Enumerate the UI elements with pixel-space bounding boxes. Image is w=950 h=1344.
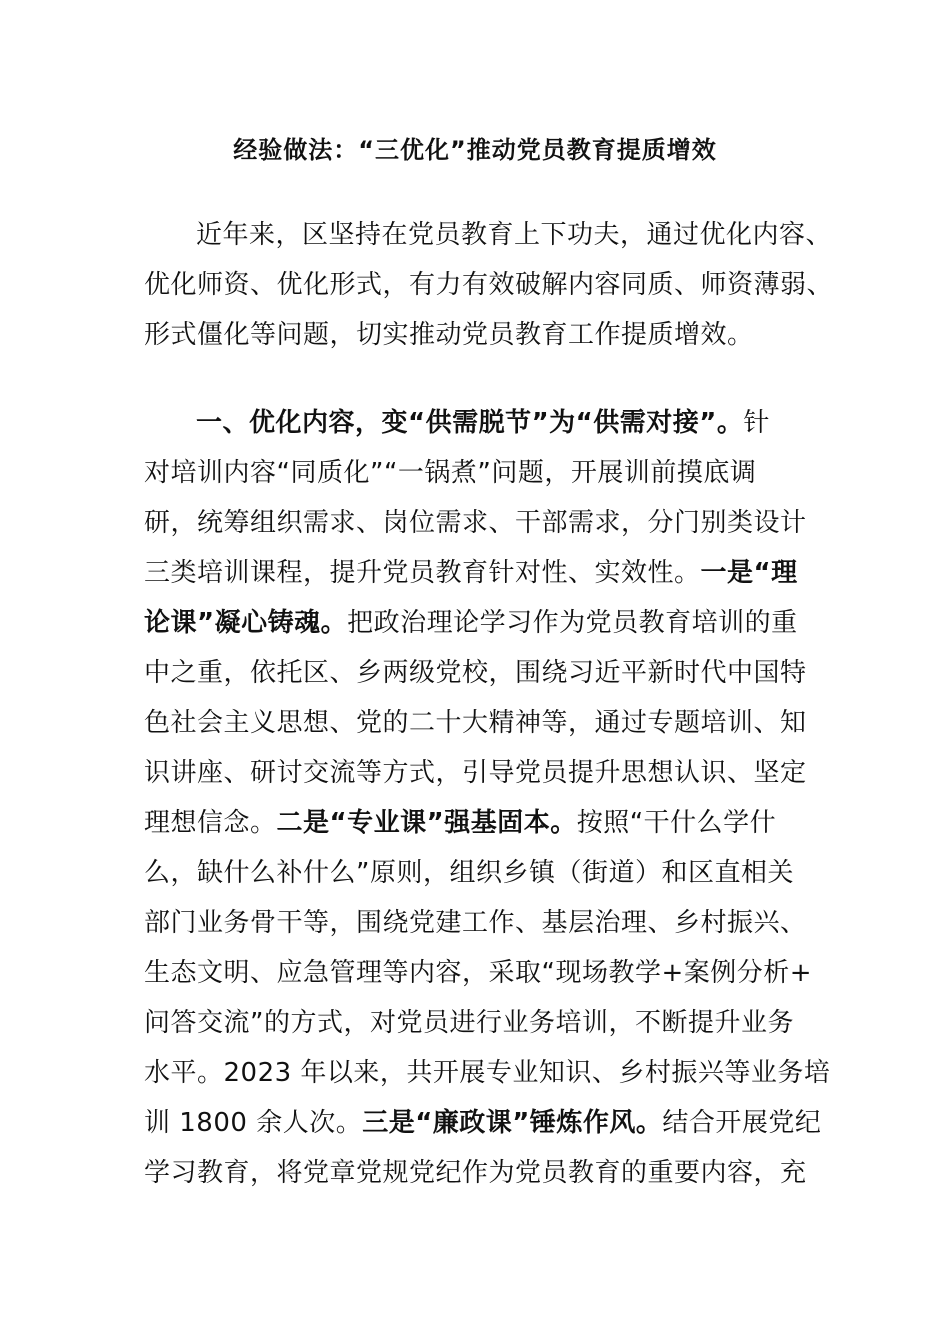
section-line: 部门业务骨干等，围绕党建工作、基层治理、乡村振兴、 — [144, 908, 807, 938]
section-line — [144, 1098, 822, 1148]
section-line: 生态文明、应急管理等内容，采取“现场教学+案例分析+ — [144, 958, 813, 988]
section-line: 对培训内容“同质化”“一锅煮”问题，开展训前摸底调 — [144, 458, 757, 488]
text-run: 理想信念。 — [144, 808, 277, 838]
subheading-one-part1: 一是“理 — [700, 558, 798, 588]
intro-line: 近年来，区坚持在党员教育上下功夫，通过优化内容、 — [196, 220, 833, 250]
subheading-one-part2: 论课”凝心铸魂。 — [144, 608, 348, 638]
intro-paragraph — [144, 210, 834, 360]
text-run: 针 — [743, 408, 770, 438]
section-line: 色社会主义思想、党的二十大精神等，通过专题培训、知 — [144, 708, 807, 738]
section-line: 问答交流”的方式，对党员进行业务培训，不断提升业务 — [144, 1008, 794, 1038]
text-run: 按照“干什么学什 — [576, 808, 777, 838]
subheading-two: 二是“专业课”强基固本。 — [276, 808, 577, 838]
text-run: 训 1800 余人次。 — [144, 1108, 363, 1138]
text-run: 三类培训课程，提升党员教育针对性、实效性。 — [144, 558, 701, 588]
section-line: 么，缺什么补什么”原则，组织乡镇（街道）和区直相关 — [144, 858, 794, 888]
section-line: 学习教育，将党章党规党纪作为党员教育的重要内容，充 — [144, 1158, 807, 1188]
section-line: 中之重，依托区、乡两级党校，围绕习近平新时代中国特 — [144, 658, 807, 688]
section-line: 识讲座、研讨交流等方式，引导党员提升思想认识、坚定 — [144, 758, 807, 788]
document-title: 经验做法：“三优化”推动党员教育提质增效 — [233, 136, 717, 164]
intro-line: 优化师资、优化形式，有力有效破解内容同质、师资薄弱、 — [144, 270, 834, 300]
text-run: 结合开展党纪 — [662, 1108, 822, 1138]
section-line — [144, 798, 812, 848]
section-line: 水平。2023 年以来，共开展专业知识、乡村振兴等业务培 — [144, 1058, 831, 1088]
section-line — [144, 398, 812, 448]
section-heading: 一、优化内容，变“供需脱节”为“供需对接”。 — [196, 408, 744, 438]
section-line: 研，统筹组织需求、岗位需求、干部需求，分门别类设计 — [144, 508, 807, 538]
intro-line: 形式僵化等问题，切实推动党员教育工作提质增效。 — [144, 320, 754, 350]
subheading-three: 三是“廉政课”锤炼作风。 — [362, 1108, 663, 1138]
text-run: 把政治理论学习作为党员教育培训的重 — [347, 608, 798, 638]
section-line — [144, 598, 812, 648]
section-line — [144, 548, 812, 598]
section-one-paragraph — [144, 398, 831, 1198]
